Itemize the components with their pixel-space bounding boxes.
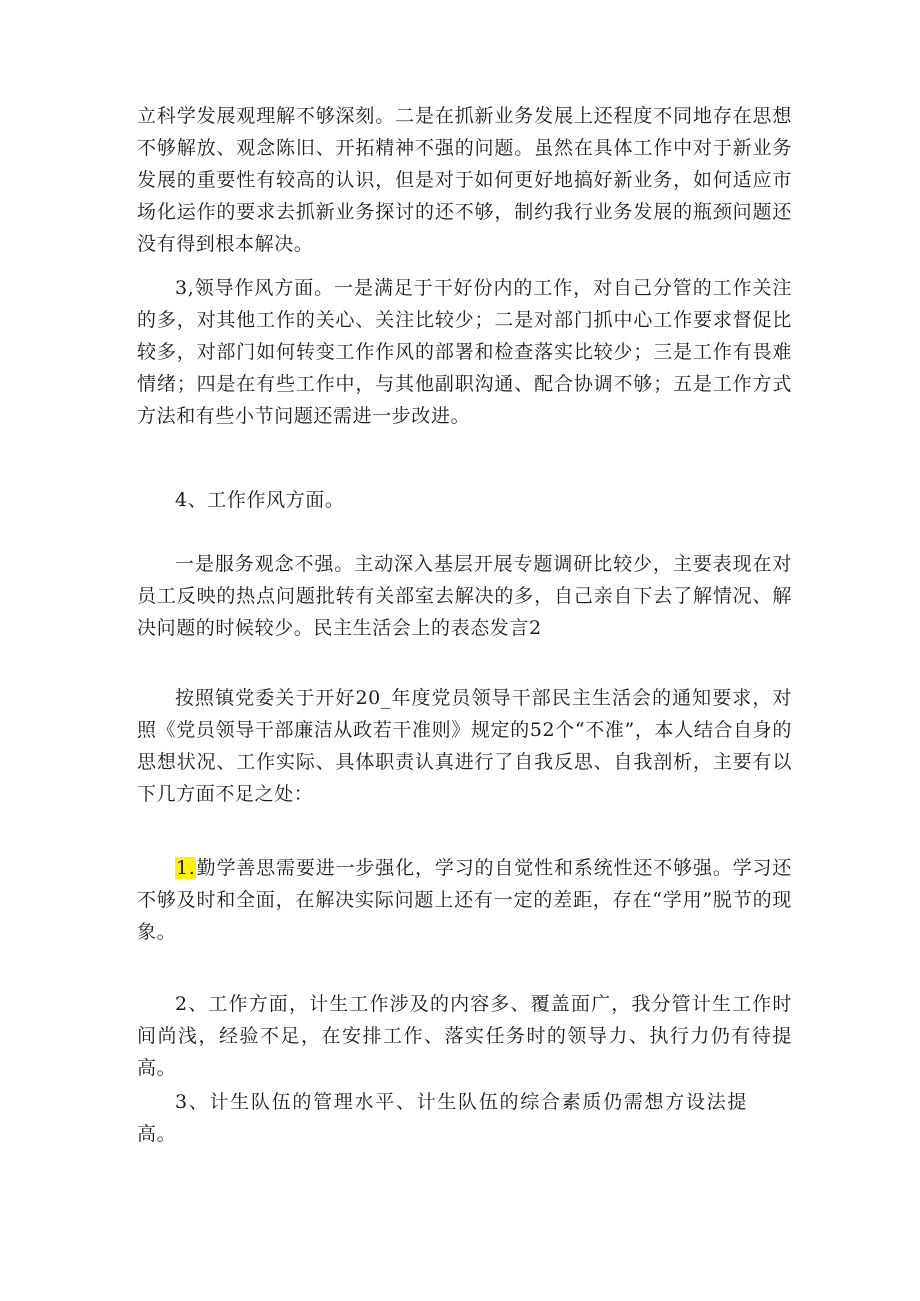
study-item-text: 勤学善思需要进一步强化，学习的自觉性和系统性还不够强。学习还不够及时和全面，在解决实际问题上还有一定的差距，存在“学用”脱节的现象。	[137, 857, 792, 943]
paragraph-service-concept: 一是服务观念不强。主动深入基层开展专题调研比较少，主要表现在对员工反映的热点问题批转有关部室去解决的多，自己亲自下去了解情况、解决问题的时候较少。民主生活会上的表态发言2	[137, 553, 792, 639]
heading-work-style: 4、工作作风方面。	[175, 489, 345, 511]
paragraph-study-item	[137, 852, 792, 948]
paragraph-work-aspect: 2、工作方面，计生工作涉及的内容多、覆盖面广，我分管计生工作时间尚浅，经验不足，在安排工作、落实任务时的领导力、执行力仍有待提高。	[137, 993, 792, 1079]
highlighted-item-number: 1.	[176, 857, 196, 879]
paragraph-meeting-requirements: 按照镇党委关于开好20_年度党员领导干部民主生活会的通知要求，对照《党员领导干部廉洁从政若干准则》规定的52个“不准”，本人结合自身的思想状况、工作实际、具体职责认真进行了自我反思、自我剖析，主要有以下几方面不足之处：	[137, 687, 792, 805]
paragraph-leadership-style: 3,领导作风方面。一是满足于干好份内的工作，对自己分管的工作关注的多，对其他工作的关心、关注比较少；二是对部门抓中心工作要求督促比较多，对部门如何转变工作作风的部署和检查落实比较少；三是工作有畏难情绪；四是在有些工作中，与其他副职沟通、配合协调不够；五是工作方式方法和有些小节问题还需进一步改进。	[137, 277, 792, 427]
paragraph-team-management: 3、计生队伍的管理水平、计生队伍的综合素质仍需想方设法提高。	[137, 1091, 747, 1145]
paragraph-development-view: 立科学发展观理解不够深刻。二是在抓新业务发展上还程度不同地存在思想不够解放、观念陈旧、开拓精神不强的问题。虽然在具体工作中对于新业务发展的重要性有较高的认识，但是对于如何更好地搞好新业务，如何适应市场化运作的要求去抓新业务探讨的还不够，制约我行业务发展的瓶颈问题还没有得到根本解决。	[137, 105, 792, 255]
